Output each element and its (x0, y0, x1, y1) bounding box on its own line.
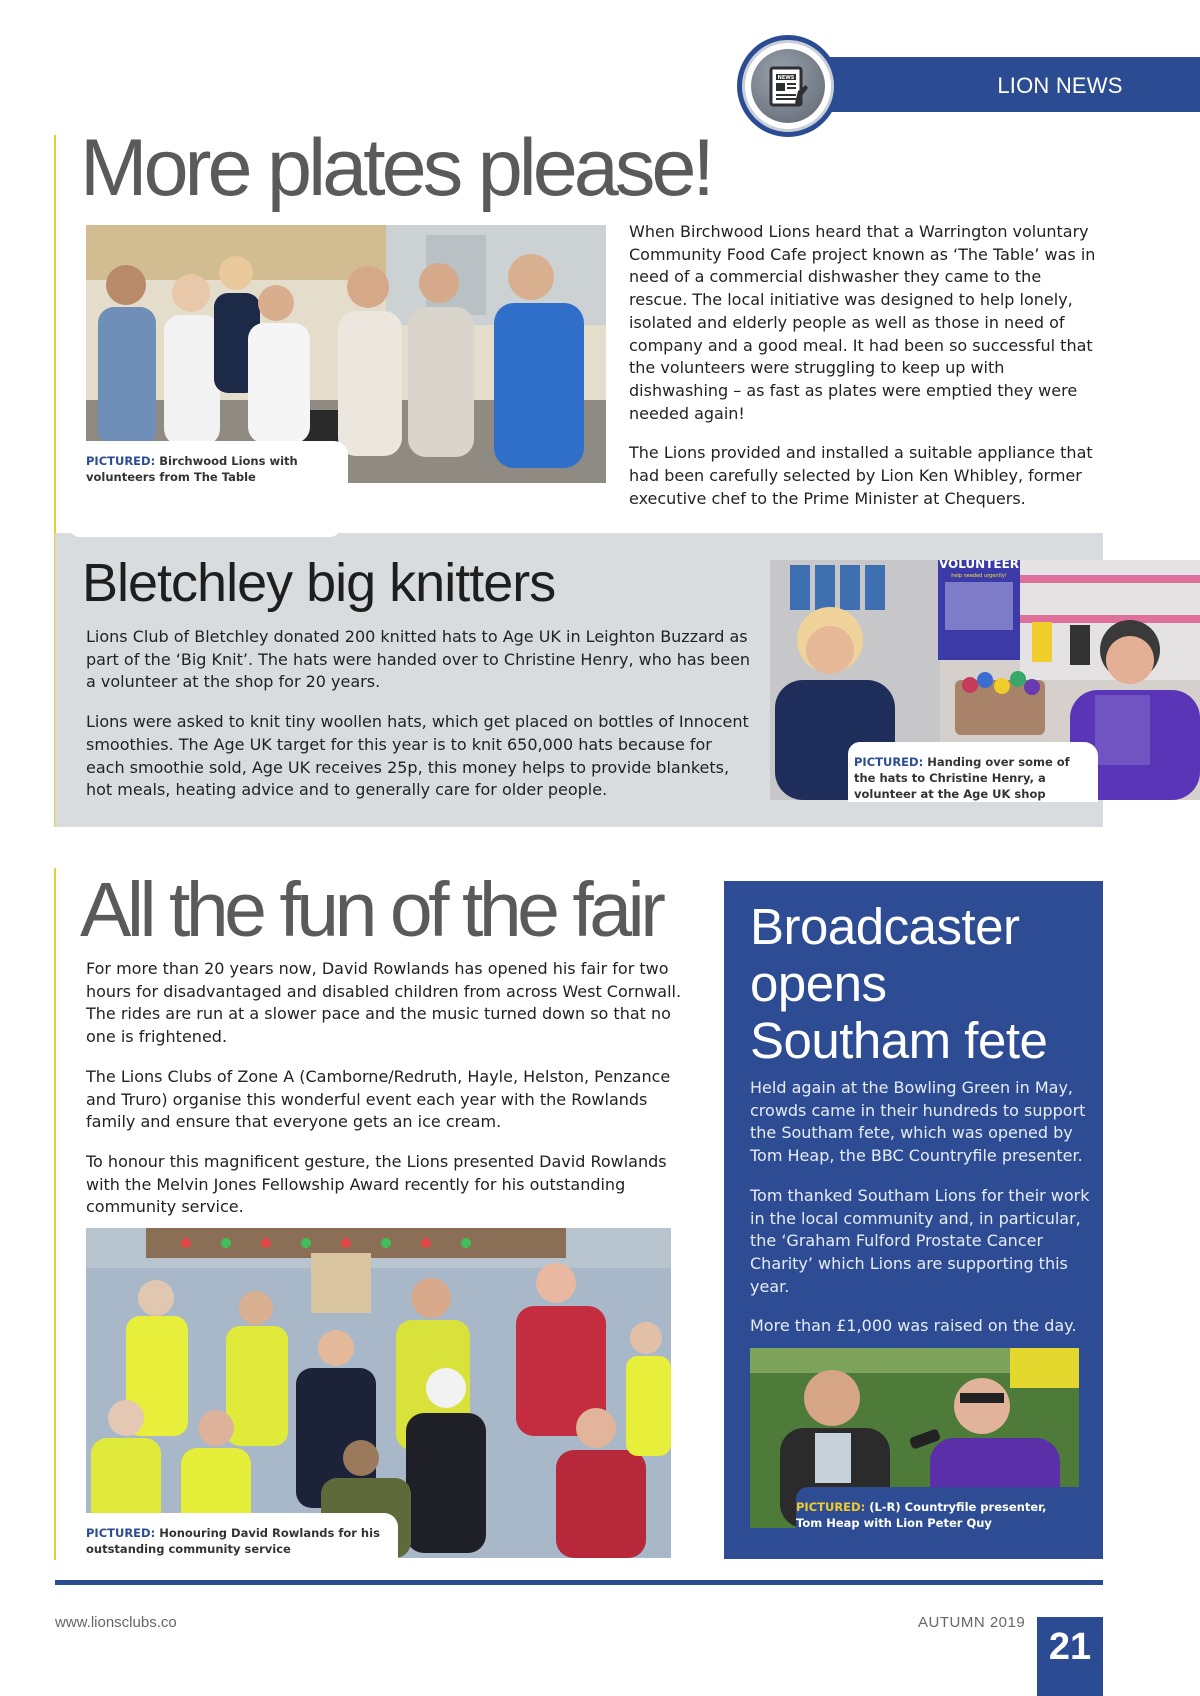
fair-paragraph-3: To honour this magnificent gesture, the Lions presented David Rowlands with the Melvin Jones Fellowship Award recently for his outstanding community service. (86, 1151, 667, 1217)
knitters-caption-label: PICTURED: (854, 755, 924, 769)
broadcaster-paragraph-1: Held again at the Bowling Green in May, crowds came in their hundreds to support the Southam fete, which was opened by Tom Heap, the BBC Countryfile presenter. (750, 1078, 1086, 1166)
fair-photo (86, 1228, 671, 1558)
plates-paragraph-2: The Lions provided and installed a suitable appliance that had been carefully selected by Lion Ken Whibley, former executive chef to the Prime Minister at Chequers. (629, 443, 1093, 508)
news-badge-disc (751, 49, 825, 123)
section-label: LION NEWS (997, 73, 1123, 98)
footer-season: AUTUMN 2019 (918, 1614, 1026, 1631)
fair-photo-illustration (86, 1228, 671, 1558)
broadcaster-caption-text: (L-R) Countryfile presenter, Tom Heap with Lion Peter Quy (796, 1500, 1047, 1530)
side-rule-top (54, 135, 56, 533)
fair-caption (86, 1513, 398, 1558)
newspaper-icon (768, 65, 810, 109)
broadcaster-caption (796, 1487, 1079, 1534)
side-rule-bottom (54, 868, 56, 1560)
knitters-caption-text: Handing over some of the hats to Christine Henry, a volunteer at the Age UK shop (854, 755, 1070, 801)
fair-body (86, 958, 686, 1236)
knitters-paragraph-1: Lions Club of Bletchley donated 200 knitted hats to Age UK in Leighton Buzzard as part of the ‘Big Knit’. The hats were handed over to Christine Henry, who has been a volunteer at the shop for 20 years. (86, 627, 751, 692)
footer-rule (55, 1580, 1103, 1585)
news-badge-text: NEWS (777, 75, 795, 81)
broadcaster-paragraph-2: Tom thanked Southam Lions for their work in the local community and, in particular, the ‘Graham Fulford Prostate Cancer Charity’ which Lions are supporting this year. (750, 1185, 1090, 1296)
poster-subtext: help needed urgently! (951, 573, 1007, 579)
footer-url[interactable]: www.lionsclubs.co (55, 1614, 177, 1631)
broadcaster-caption-label: PICTURED: (796, 1500, 866, 1514)
broadcaster-title: Broadcaster opens Southam fete (750, 898, 1048, 1069)
fair-paragraph-2: The Lions Clubs of Zone A (Camborne/Redruth, Hayle, Helston, Penzance and Truro) organise this wonderful event each year with the Rowlands family and ensure that everyone gets an ice cream. (86, 1066, 671, 1132)
news-badge (737, 35, 839, 137)
fair-caption-label: PICTURED: (86, 1526, 156, 1540)
broadcaster-body (750, 1077, 1090, 1355)
plates-caption (86, 441, 348, 488)
plates-caption-label: PICTURED: (86, 454, 156, 468)
knitters-caption (848, 742, 1098, 802)
plates-caption-text: Birchwood Lions with volunteers from The Table (86, 454, 298, 484)
plates-paragraph-1: When Birchwood Lions heard that a Warrington voluntary Community Food Cafe project known as ‘The Table’ was in need of a commercial dishwasher they came to the rescue. The local initiative was designed to help lonely, isolated and elderly people as well as those in need of company and a good meal. It had been so successful that the volunteers were struggling to keep up with dishwashing – as fast as plates were emptied they were needed again! (629, 222, 1096, 423)
knitters-paragraph-2: Lions were asked to knit tiny woollen hats, which get placed on bottles of Innocent smoothies. The Age UK target for this year is to knit 650,000 hats because for each smoothie sold, Age UK receives 25p, this money helps to provide blankets, hot meals, heating advice and to generally care for older people. (86, 712, 749, 800)
knitters-title: Bletchley big knitters (82, 553, 556, 613)
plates-body (629, 221, 1103, 527)
knitters-panel-notch (70, 527, 340, 537)
knitters-body (86, 626, 754, 819)
fair-paragraph-1: For more than 20 years now, David Rowlands has opened his fair for two hours for disadvantaged and disabled children from across West Cornwall. The rides are run at a slower pace and the music turned down so that no one is frightened. (86, 959, 682, 1047)
page-number: 21 (1037, 1617, 1103, 1696)
plates-title: More plates please! (80, 123, 711, 213)
broadcaster-paragraph-3: More than £1,000 was raised on the day. (750, 1316, 1077, 1336)
fair-title: All the fun of the fair (80, 867, 662, 953)
poster-text: VOLUNTEER (938, 560, 1020, 571)
fair-caption-text: Honouring David Rowlands for his outstanding community service (86, 1526, 380, 1556)
